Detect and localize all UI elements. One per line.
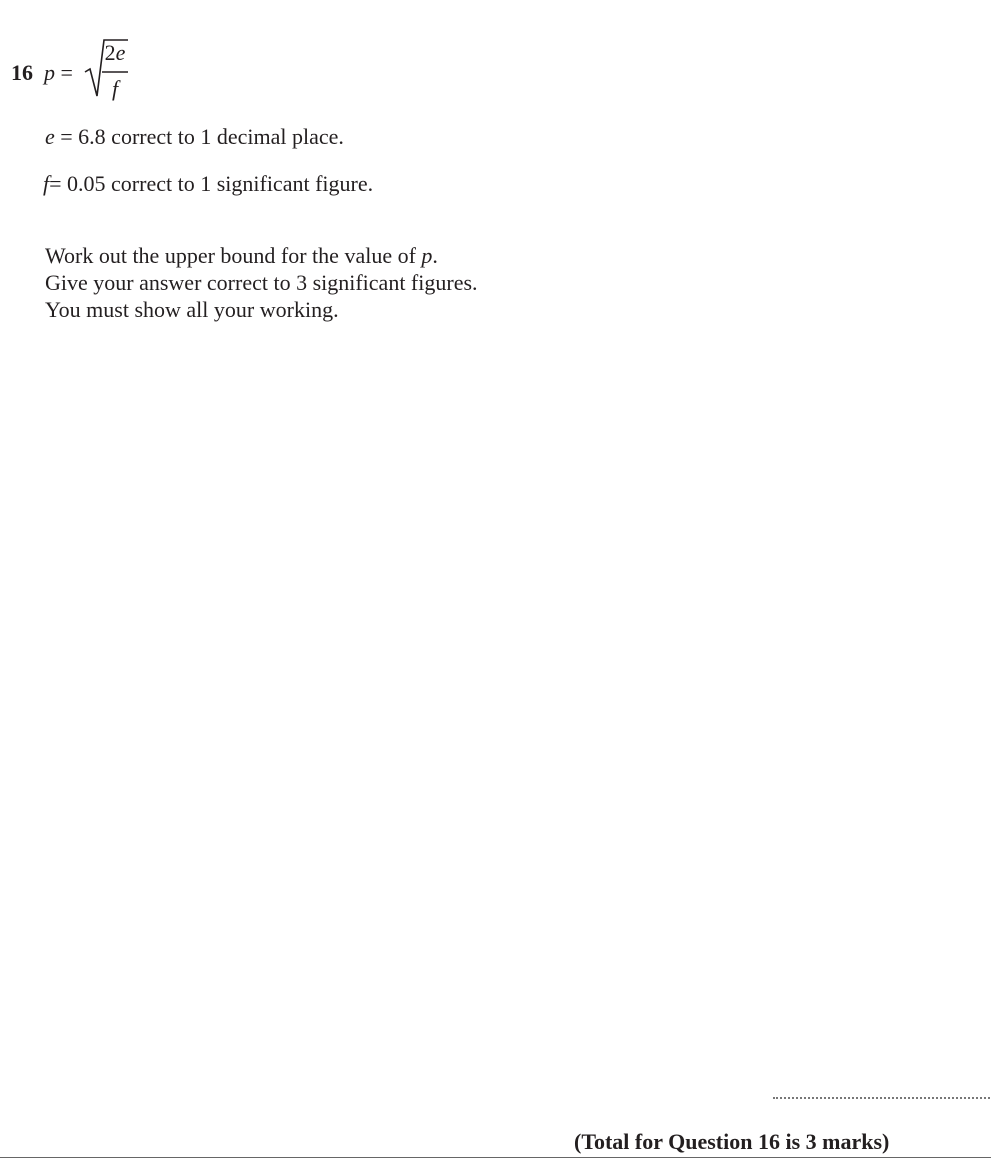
given-e-text: = 6.8 correct to 1 decimal place.	[54, 124, 344, 149]
given-f	[43, 171, 373, 197]
instruction-line-1-end: .	[432, 243, 438, 268]
answer-line[interactable]	[773, 1097, 990, 1099]
formula-lhs-var: p	[44, 60, 55, 85]
question-number: 16	[11, 60, 33, 85]
formula-lhs	[44, 60, 73, 86]
fraction-denominator: f	[111, 76, 119, 101]
instruction-line-1	[45, 243, 438, 269]
given-f-var: f	[43, 171, 50, 196]
formula-equals: =	[60, 60, 73, 85]
total-marks: (Total for Question 16 is 3 marks)	[574, 1129, 890, 1154]
bottom-divider	[0, 1157, 991, 1158]
instruction-line-1-var: p	[421, 243, 433, 268]
instruction-line-2: Give your answer correct to 3 significant figures.	[45, 270, 478, 295]
instruction-line-1-text: Work out the upper bound for the value of	[45, 243, 422, 268]
instruction-line-3: You must show all your working.	[45, 297, 339, 322]
given-e	[45, 124, 344, 150]
numerator-var: e	[115, 40, 126, 65]
numerator-coeff: 2	[104, 40, 116, 65]
fraction-numerator	[101, 40, 129, 66]
given-e-var: e	[45, 124, 55, 149]
given-f-text: = 0.05 correct to 1 significant figure.	[49, 171, 374, 196]
